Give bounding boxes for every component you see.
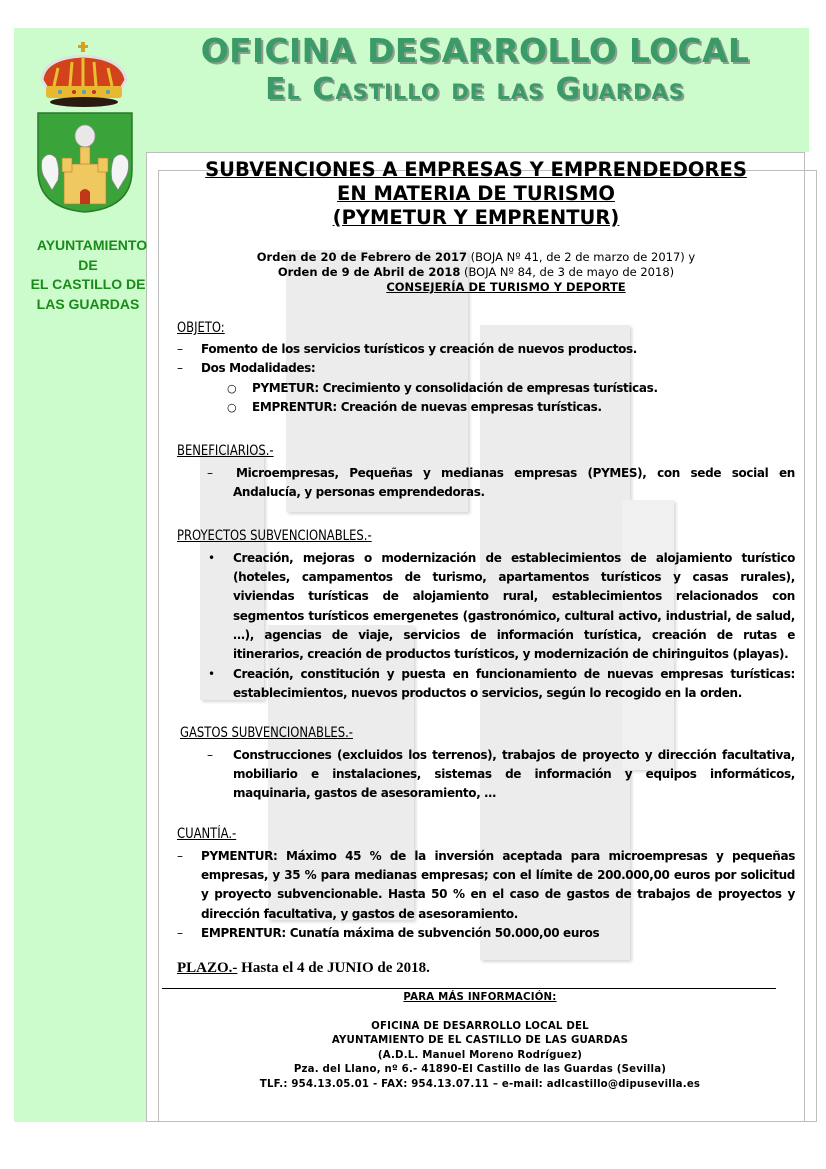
contact-line: AYUNTAMIENTO DE EL CASTILLO DE LAS GUARDAS	[331, 1035, 629, 1046]
sidebar-line: LAS GUARDAS	[36, 295, 140, 312]
crown-icon	[42, 42, 126, 107]
deadline-text: Hasta el 4 de JUNIO de 2018.	[237, 960, 430, 976]
contact-line: (A.D.L. Manuel Moreno Rodríguez)	[377, 1049, 583, 1061]
order-title: Orden de 9 de Abril de 2018	[277, 265, 461, 279]
dash-bullet: –	[207, 748, 213, 762]
divider	[162, 988, 776, 989]
list-subitem: PYMETUR: Crecimiento y consolidación de empresas turísticas.	[252, 381, 658, 395]
document-title-line: EN MATERIA DE TURISMO	[337, 182, 615, 205]
circle-bullet: ○	[227, 382, 237, 395]
list-item: Creación, mejoras o modernización de establecimientos de alojamiento turístico (hoteles, campamentos de turismo, apartamentos turísticos y casas rurales), viviendas turísticas de alojamiento rural, establecimientos relacionados con segmentos turísticos emergenetes (gastronómico, cultural activo, industrial, de salud, …), agencias de viaje, servicios de información turística, creación de rutas e itinerarios, creación de productos turísticos, y modernización de chiringuitos (playas).	[233, 551, 795, 662]
dash-bullet: –	[177, 342, 183, 356]
sidebar-line: AYUNTAMIENTO	[36, 237, 148, 253]
circle-bullet: ○	[227, 401, 237, 414]
list-item: Fomento de los servicios turísticos y creación de nuevos productos.	[201, 342, 637, 356]
list-item: Creación, constitución y puesta en funcionamiento de nuevas empresas turísticas: establecimientos, nuevos productos o servicios, según lo recogido en la orden.	[233, 667, 795, 701]
list-item: Microempresas, Pequeñas y medianas empresas (PYMES), con sede social en Andalucía, y personas emprendedoras.	[233, 466, 795, 500]
contact-line: Pza. del Llano, nº 6.- 41890-El Castillo de las Guardas (Sevilla)	[293, 1064, 667, 1075]
list-item: Dos Modalidades:	[201, 361, 316, 375]
document-title-line: SUBVENCIONES A EMPRESAS Y EMPRENDEDORES	[205, 158, 747, 181]
contact-info	[160, 991, 800, 1092]
order-title: Orden de 20 de Febrero de 2017	[256, 250, 468, 264]
dash-bullet: –	[177, 926, 183, 940]
order-detail: (BOJA Nº 84, de 3 de mayo de 2018)	[460, 265, 675, 279]
sidebar-municipality-name	[18, 236, 158, 314]
section-heading-proyectos: PROYECTOS SUBVENCIONABLES.-	[177, 528, 372, 544]
deadline-label: PLAZO.-	[177, 960, 238, 976]
contact-line: OFICINA DE DESARROLLO LOCAL DEL	[371, 1020, 589, 1032]
page-title	[150, 32, 800, 110]
sidebar-line: EL CASTILLO DE	[30, 276, 146, 292]
list-item: Construcciones (excluidos los terrenos), trabajos de proyecto y dirección facultativa, mobiliario e instalaciones, sistemas de información y equipos informáticos, maquinaria, gastos de asesoramiento, …	[233, 748, 795, 801]
legal-references	[160, 250, 792, 295]
document-title	[160, 158, 792, 230]
shield-icon	[38, 113, 132, 212]
dash-bullet: –	[207, 466, 213, 480]
sidebar-line: DE	[78, 256, 98, 273]
order-line	[160, 265, 792, 280]
section-heading-gastos: GASTOS SUBVENCIONABLES.-	[180, 725, 353, 741]
consejeria-label: CONSEJERÍA DE TURISMO Y DEPORTE	[386, 280, 626, 294]
document-title-line: (PYMETUR Y EMPRENTUR)	[332, 206, 620, 229]
section-heading-beneficiarios: BENEFICIARIOS.-	[177, 443, 274, 459]
contact-line: TLF.: 954.13.05.01 - FAX: 954.13.07.11 – e-mail: adlcastillo@dipusevilla.es	[259, 1078, 701, 1090]
title-line-2: El Castillo de las Guardas	[265, 72, 685, 107]
order-line	[160, 250, 792, 265]
list-item: PYMENTUR: Máximo 45 % de la inversión aceptada para microempresas y pequeñas empresas, y 35 % para medianas empresas; con el límite de 200.000,00 euros por solicitud y proyecto subvencionable. Hasta 50 % en el caso de gastos de trabajos de proyectos y dirección facultativa, y gastos de asesoramiento.	[201, 849, 795, 921]
deadline	[177, 960, 430, 977]
round-bullet: •	[208, 551, 215, 565]
list-subitem: EMPRENTUR: Creación de nuevas empresas turísticas.	[252, 400, 602, 414]
section-heading-cuantia: CUANTÍA.-	[177, 826, 237, 842]
order-detail: (BOJA Nº 41, de 2 de marzo de 2017) y	[467, 250, 696, 264]
round-bullet: •	[208, 667, 215, 681]
coat-of-arms-icon	[34, 40, 138, 215]
title-line-1: OFICINA DESARROLLO LOCAL	[200, 31, 750, 70]
contact-heading: PARA MÁS INFORMACIÓN:	[403, 992, 557, 1003]
list-item: EMPRENTUR: Cunatía máxima de subvención 50.000,00 euros	[201, 926, 600, 940]
dash-bullet: –	[177, 849, 183, 863]
section-heading-objeto: OBJETO:	[177, 320, 225, 336]
dash-bullet: –	[177, 361, 183, 375]
